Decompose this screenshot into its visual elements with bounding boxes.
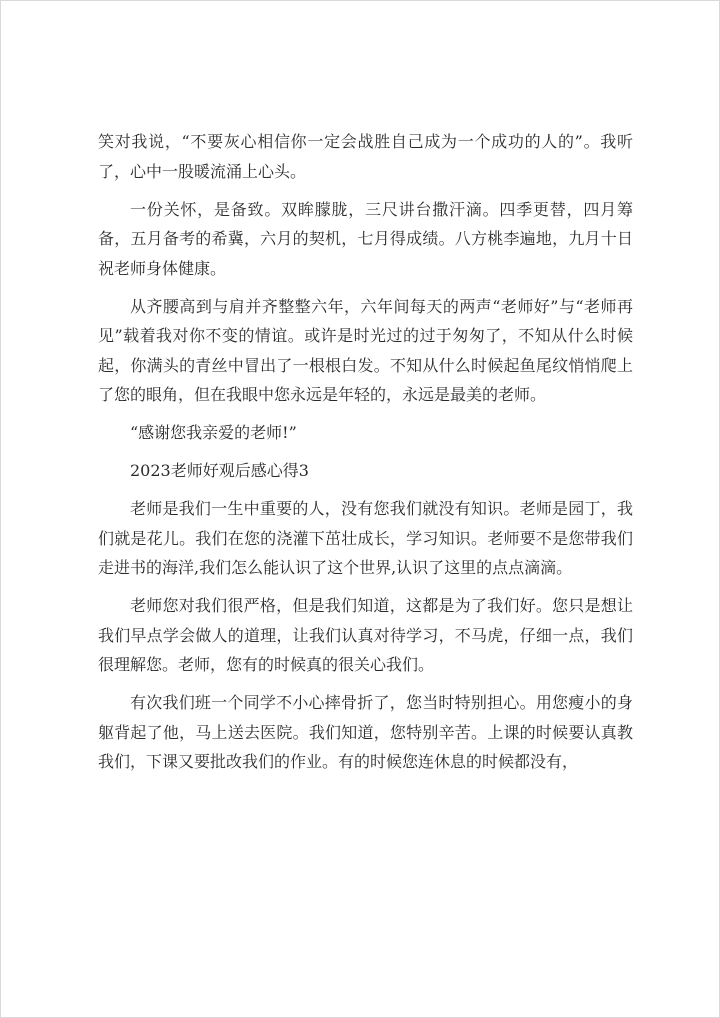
paragraph-3: 从齐腰高到与肩并齐整整六年，六年间每天的两声“老师好”与“老师再见”载着我对你不变的情谊。或许是时光过的过于匆匆了，不知从什么时候起，你满头的青丝中冒出了一根根白发。不知从什么时候起鱼尾纹悄悄爬上了您的眼角，但在我眼中您永远是年轻的，永远是最美的老师。: [98, 296, 633, 404]
paragraph-5: 老师是我们一生中重要的人，没有您我们就没有知识。老师是园丁，我们就是花儿。我们在您的浇灌下茁壮成长，学习知识。老师要不是您带我们走进书的海洋,我们怎么能认识了这个世界,认识了这里的点点滴滴。: [98, 499, 633, 577]
paragraph-7: 有次我们班一个同学不小心摔骨折了，您当时特别担心。用您瘦小的身躯背起了他，马上送去医院。我们知道，您特别辛苦。上课的时候要认真教我们，下课又要批改我们的作业。有的时候您连休息的时候都没有，: [98, 693, 633, 771]
document-body: [98, 127, 633, 785]
paragraph-6: 老师您对我们很严格，但是我们知道，这都是为了我们好。您只是想让我们早点学会做人的道理，让我们认真对待学习，不马虎，仔细一点，我们很理解您。老师，您有的时候真的很关心我们。: [98, 596, 633, 674]
section-heading: 2023老师好观后感心得3: [130, 461, 309, 480]
paragraph-4: “感谢您我亲爱的老师!”: [130, 423, 297, 442]
paragraph-1: 笑对我说，“不要灰心相信你一定会战胜自己成为一个成功的人的”。我听了，心中一股暖流涌上心头。: [98, 132, 633, 181]
paragraph-2: 一份关怀，是备致。双眸朦胧，三尺讲台撒汗滴。四季更替，四月筹备，五月备考的希冀，六月的契机，七月得成绩。八方桃李遍地，九月十日祝老师身体健康。: [98, 199, 633, 278]
